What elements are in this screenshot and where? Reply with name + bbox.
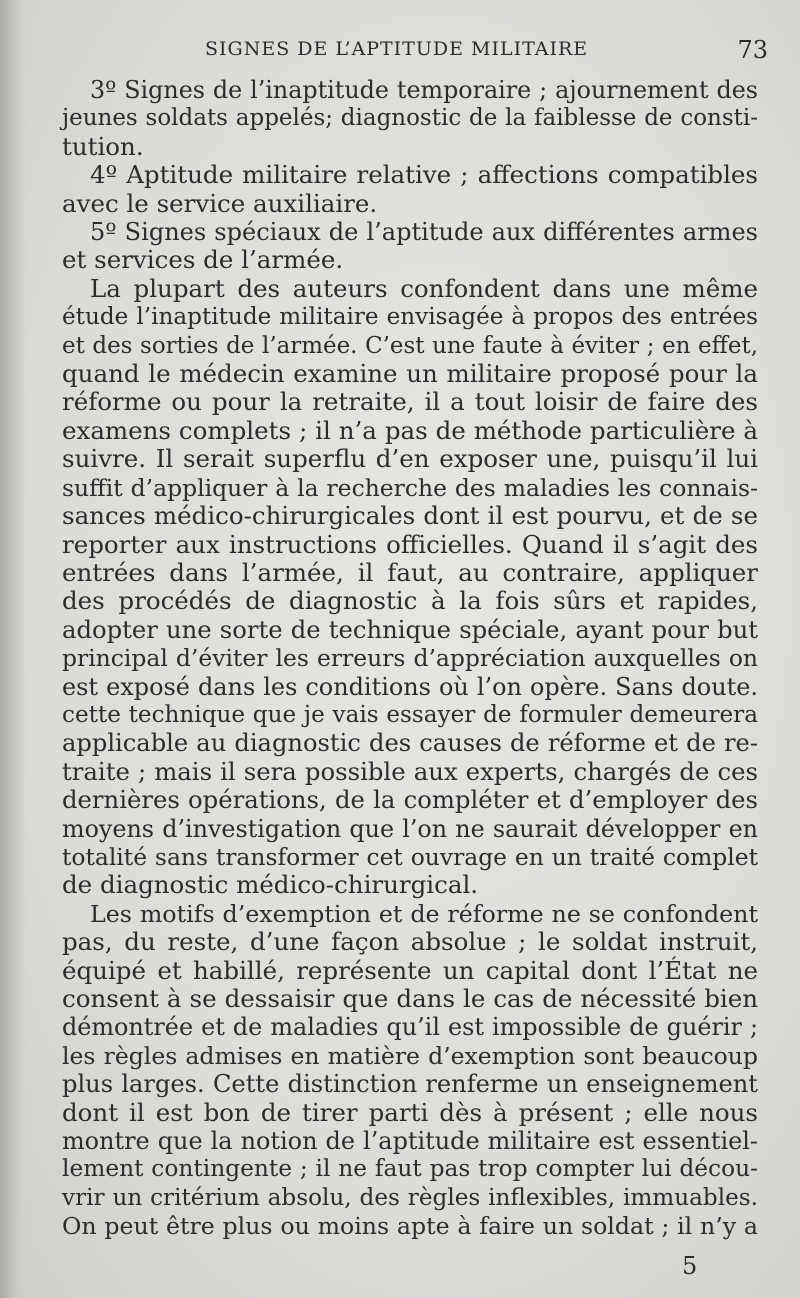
text-line: consent à se dessaisir que dans le cas de nécessité bien xyxy=(62,984,758,1013)
text-line: et des sorties de l’armée. C’est une faute à éviter ; en effet, xyxy=(62,332,758,359)
text-line: 5º Signes spéciaux de l’aptitude aux différentes armes xyxy=(90,218,758,247)
text-line: pas, du reste, d’une façon absolue ; le soldat instruit, xyxy=(62,927,758,957)
text-line: lement contingente ; il ne faut pas trop compter lui décou- xyxy=(62,1155,758,1183)
text-line: avec le service auxiliaire. xyxy=(62,188,378,218)
page-gutter-shadow xyxy=(0,0,26,1298)
text-line: est exposé dans les conditions où l’on opère. Sans doute. xyxy=(62,672,758,701)
text-line: entrées dans l’armée, il faut, au contraire, appliquer xyxy=(62,557,758,587)
text-line: des procédés de diagnostic à la fois sûrs et rapides, xyxy=(62,586,758,616)
text-line: quand le médecin examine un militaire proposé pour la xyxy=(62,359,758,389)
text-line: suffit d’appliquer à la recherche des maladies les connais- xyxy=(62,473,758,502)
text-line: de diagnostic médico-chirurgical. xyxy=(62,870,479,900)
running-head xyxy=(205,36,770,70)
text-line: 4º Aptitude militaire relative ; affections compatibles xyxy=(90,160,758,190)
text-line: applicable au diagnostic des causes de réforme et de re- xyxy=(62,729,758,758)
text-line: jeunes soldats appelés; diagnostic de la faiblesse de consti- xyxy=(62,105,758,132)
text-line: examens complets ; il n’a pas de méthode particulière à xyxy=(62,415,758,445)
text-line: plus larges. Cette distinction renferme un enseignement xyxy=(62,1070,758,1099)
text-line: moyens d’investigation que l’on ne saurait développer en xyxy=(62,814,758,843)
text-line: et services de l’armée. xyxy=(62,245,344,275)
text-line: adopter une sorte de technique spéciale, ayant pour but xyxy=(62,614,758,644)
text-line: 3º Signes de l’inaptitude temporaire ; ajournement des xyxy=(90,76,758,104)
body-text xyxy=(62,76,758,1241)
page-number: 73 xyxy=(737,36,768,64)
text-line: montre que la notion de l’aptitude militaire est essentiel- xyxy=(62,1127,758,1156)
text-line: totalité sans transformer cet ouvrage en un traité complet xyxy=(62,842,758,871)
text-line: tution. xyxy=(62,131,144,161)
text-line: traite ; mais il sera possible aux experts, chargés de ces xyxy=(62,756,758,786)
text-line: équipé et habillé, représente un capital dont l’État ne xyxy=(62,955,758,985)
text-line: reporter aux instructions officielles. Quand il s’agit des xyxy=(62,529,758,559)
text-line: étude l’inaptitude militaire envisagée à propos des entrées xyxy=(62,304,758,331)
text-line: sances médico-chirurgicales dont il est pourvu, et de se xyxy=(62,501,758,531)
text-line: cette technique que je vais essayer de formuler demeurera xyxy=(62,701,758,728)
text-line: dernières opérations, de la compléter et d’employer des xyxy=(62,785,758,815)
text-line: principal d’éviter les erreurs d’appréciation auxquelles on xyxy=(62,644,758,673)
text-line: La plupart des auteurs confondent dans une même xyxy=(90,273,758,303)
text-line: On peut être plus ou moins apte à faire un soldat ; il n’y a xyxy=(62,1212,758,1241)
text-line: démontrée et de maladies qu’il est impossible de guérir ; xyxy=(62,1013,758,1042)
text-line: suivre. Il serait superflu d’en exposer une, puisqu’il lui xyxy=(62,444,758,474)
text-line: vrir un critérium absolu, des règles inflexibles, immuables. xyxy=(62,1184,758,1211)
text-line: les règles admises en matière d’exemption sont beaucoup xyxy=(62,1041,758,1070)
text-line: Les motifs d’exemption et de réforme ne se confondent xyxy=(90,899,758,928)
text-line: dont il est bon de tirer parti dès à présent ; elle nous xyxy=(62,1097,758,1127)
text-line: réforme ou pour la retraite, il a tout loisir de faire des xyxy=(62,387,758,417)
signature-mark: 5 xyxy=(682,1252,698,1280)
running-title: SIGNES DE L’APTITUDE MILITAIRE xyxy=(205,38,589,60)
